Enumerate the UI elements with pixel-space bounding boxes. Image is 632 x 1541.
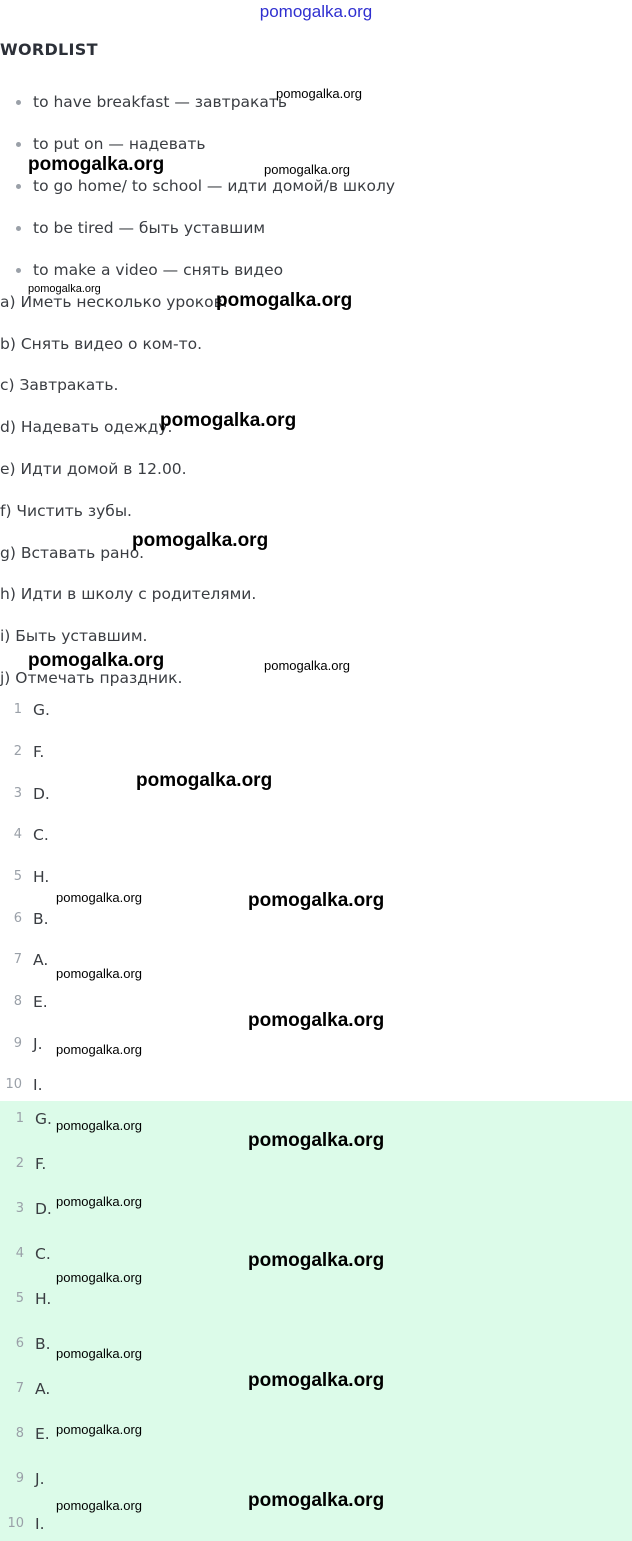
bullet-icon: [16, 226, 21, 231]
watermark: pomogalka.org: [56, 966, 142, 981]
bullet-icon: [16, 184, 21, 189]
watermark: pomogalka.org: [56, 1194, 142, 1209]
answer-value: H.: [33, 868, 50, 886]
watermark: pomogalka.org: [28, 154, 165, 175]
answer-number: 6: [15, 1336, 24, 1351]
answer-value: D.: [35, 1200, 52, 1218]
word-text: to put on — надевать: [33, 135, 206, 153]
watermark: pomogalka.org: [132, 530, 269, 551]
word-text: to have breakfast — завтракать: [33, 93, 288, 111]
answer-number: 10: [7, 1516, 24, 1531]
watermark: pomogalka.org: [56, 1346, 142, 1361]
watermark: pomogalka.org: [248, 1130, 385, 1151]
task-item: h) Идти в школу с родителями.: [0, 585, 257, 603]
watermark: pomogalka.org: [56, 1422, 142, 1437]
task-item: f) Чистить зубы.: [0, 502, 132, 520]
watermark: pomogalka.org: [56, 890, 142, 905]
watermark: pomogalka.org: [248, 1370, 385, 1391]
answer-number: 2: [15, 1156, 24, 1171]
task-item: b) Снять видео о ком-то.: [0, 335, 203, 353]
answer-value: H.: [35, 1290, 52, 1308]
task-item: j) Отмечать праздник.: [0, 669, 183, 687]
answer-value: J.: [33, 1035, 43, 1053]
answer-number: 1: [13, 702, 22, 717]
task-item: g) Вставать рано.: [0, 544, 145, 562]
answer-value: E.: [33, 993, 48, 1011]
watermark: pomogalka.org: [28, 283, 101, 295]
watermark: pomogalka.org: [248, 890, 385, 911]
answer-number: 7: [15, 1381, 24, 1396]
watermark: pomogalka.org: [28, 650, 165, 671]
answer-highlight-block: [0, 1101, 632, 1541]
answer-number: 8: [15, 1426, 24, 1441]
answer-number: 5: [13, 869, 22, 884]
answer-value: G.: [35, 1110, 52, 1128]
word-text: to go home/ to school — идти домой/в школу: [33, 177, 396, 195]
answer-value: D.: [33, 785, 50, 803]
answer-value: A.: [35, 1380, 51, 1398]
task-item: c) Завтракать.: [0, 376, 119, 394]
answer-value: C.: [35, 1245, 51, 1263]
watermark: pomogalka.org: [56, 1270, 142, 1285]
answer-value: I.: [33, 1076, 43, 1094]
watermark: pomogalka.org: [56, 1118, 142, 1133]
watermark: pomogalka.org: [56, 1498, 142, 1513]
task-item: d) Надевать одежду.: [0, 418, 173, 436]
answer-number: 8: [13, 994, 22, 1009]
answer-value: B.: [33, 910, 49, 928]
bullet-icon: [16, 142, 21, 147]
watermark: pomogalka.org: [276, 86, 362, 101]
answer-number: 6: [13, 911, 22, 926]
answer-value: E.: [35, 1425, 50, 1443]
watermark: pomogalka.org: [264, 658, 350, 673]
answer-number: 10: [5, 1077, 22, 1092]
answer-number: 5: [15, 1291, 24, 1306]
answer-number: 7: [13, 952, 22, 967]
watermark: pomogalka.org: [216, 290, 353, 311]
answer-value: C.: [33, 826, 49, 844]
answer-number: 1: [15, 1111, 24, 1126]
answer-number: 9: [13, 1036, 22, 1051]
bullet-icon: [16, 268, 21, 273]
watermark: pomogalka.org: [264, 162, 350, 177]
answer-value: G.: [33, 701, 50, 719]
word-text: to make a video — снять видео: [33, 261, 284, 279]
watermark: pomogalka.org: [248, 1250, 385, 1271]
task-item: i) Быть уставшим.: [0, 627, 148, 645]
answer-number: 4: [15, 1246, 24, 1261]
bullet-icon: [16, 100, 21, 105]
answer-number: 3: [15, 1201, 24, 1216]
wordlist-title: WORDLIST: [0, 40, 98, 59]
word-text: to be tired — быть уставшим: [33, 219, 266, 237]
answer-value: F.: [35, 1155, 47, 1173]
answer-value: F.: [33, 743, 45, 761]
site-header-link[interactable]: pomogalka.org: [259, 2, 373, 21]
answer-number: 2: [13, 744, 22, 759]
watermark: pomogalka.org: [248, 1490, 385, 1511]
answer-number: 3: [13, 786, 22, 801]
answer-number: 9: [15, 1471, 24, 1486]
answer-value: B.: [35, 1335, 51, 1353]
answer-value: A.: [33, 951, 49, 969]
task-item: a) Иметь несколько уроков.: [0, 293, 228, 311]
watermark: pomogalka.org: [160, 410, 297, 431]
answer-number: 4: [13, 827, 22, 842]
answer-value: I.: [35, 1515, 45, 1533]
watermark: pomogalka.org: [136, 770, 273, 791]
watermark: pomogalka.org: [248, 1010, 385, 1031]
answer-value: J.: [35, 1470, 45, 1488]
watermark: pomogalka.org: [56, 1042, 142, 1057]
task-item: e) Идти домой в 12.00.: [0, 460, 187, 478]
